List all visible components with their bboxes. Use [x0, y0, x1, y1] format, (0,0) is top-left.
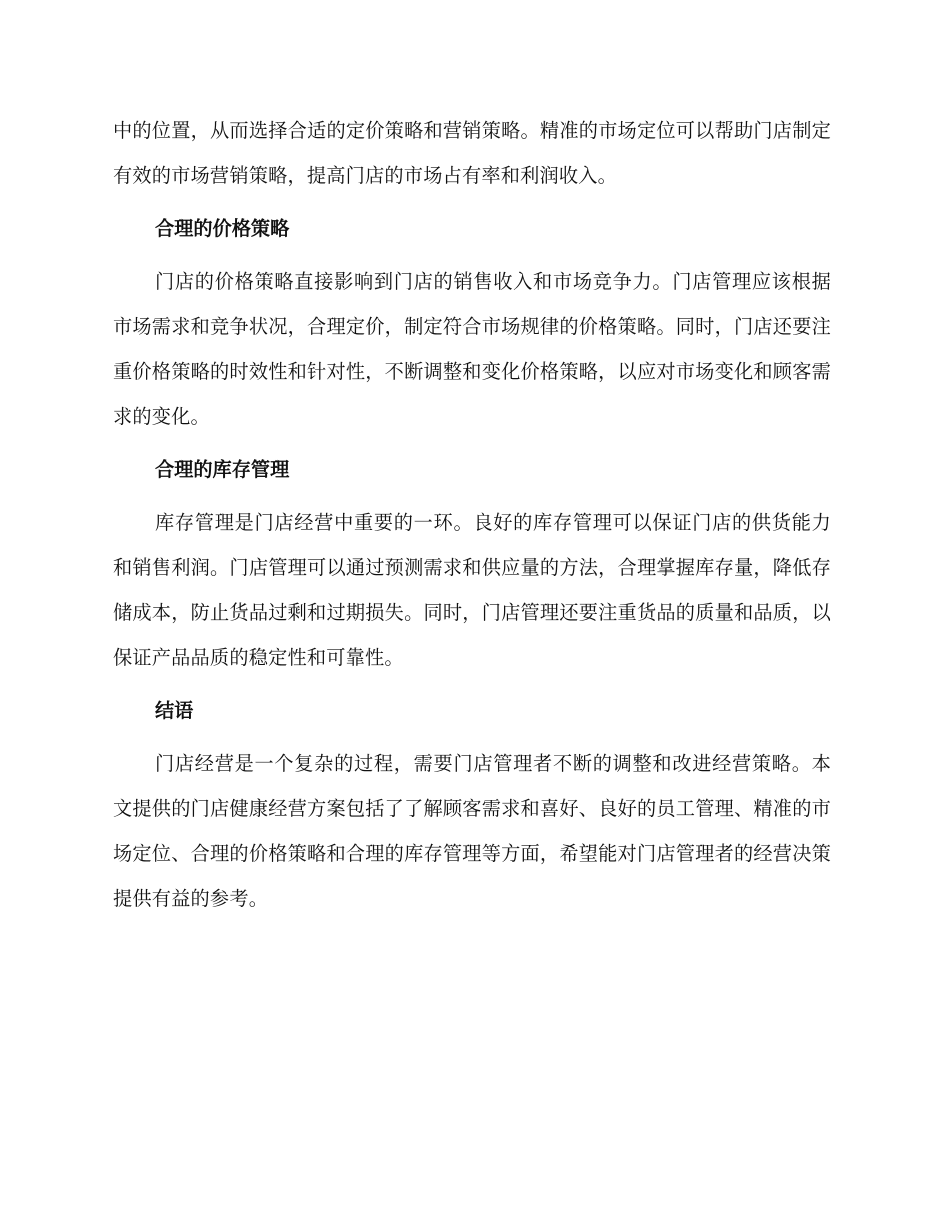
section-paragraph-inventory: 库存管理是门店经营中重要的一环。良好的库存管理可以保证门店的供货能力和销售利润。门店管理可以通过预测需求和供应量的方法，合理掌握库存量，降低存储成本，防止货品过剩和过期损失。同时，门店管理还要注重货品的质量和品质，以保证产品品质的稳定性和可靠性。 — [113, 511, 831, 669]
section-heading-pricing: 合理的价格策略 — [155, 217, 290, 240]
spacer — [113, 680, 831, 688]
section-paragraph-pricing: 门店的价格策略直接影响到门店的销售收入和市场竞争力。门店管理应该根据市场需求和竞争状况，合理定价，制定符合市场规律的价格策略。同时，门店还要注重价格策略的时效性和针对性，不断调整和变化价格策略，以应对市场变化和顾客需求的变化。 — [113, 270, 831, 428]
section-heading-conclusion: 结语 — [155, 699, 194, 722]
spacer — [113, 251, 831, 259]
spacer — [113, 492, 831, 500]
section-heading-inventory: 合理的库存管理 — [155, 458, 290, 481]
section-paragraph-conclusion: 门店经营是一个复杂的过程，需要门店管理者不断的调整和改进经营策略。本文提供的门店健康经营方案包括了了解顾客需求和喜好、良好的员工管理、精准的市场定位、合理的价格策略和合理的库存管理等方面，希望能对门店管理者的经营决策提供有益的参考。 — [113, 752, 831, 910]
spacer — [113, 733, 831, 741]
intro-continuation-paragraph: 中的位置，从而选择合适的定价策略和营销策略。精准的市场定位可以帮助门店制定有效的市场营销策略，提高门店的市场占有率和利润收入。 — [113, 119, 831, 187]
document-body — [113, 108, 831, 921]
spacer — [113, 439, 831, 447]
spacer — [113, 198, 831, 206]
